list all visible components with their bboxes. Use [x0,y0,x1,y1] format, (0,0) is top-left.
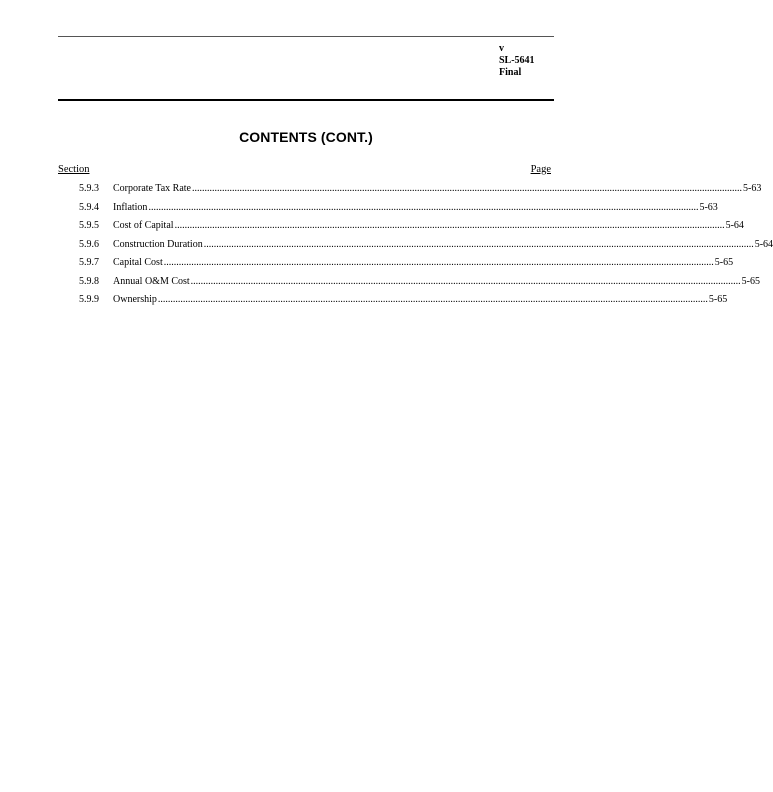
toc-entry-number: 5.9.5 [79,220,99,231]
toc-entry-title: Cost of Capital [113,220,174,231]
toc-leader-dots: ............................................................................................................................................................................................................................ [203,238,754,250]
toc-entry-number: 5.9.3 [79,183,99,194]
toc-entry-page: 5-65 [741,275,761,287]
toc-leader-dots: ............................................................................................................................................................................................................................ [148,201,699,213]
toc-leader-dots: ............................................................................................................................................................................................................................ [157,294,708,305]
toc-entry[interactable] [58,183,762,202]
toc-entry-title: Inflation [113,201,148,213]
toc-entry[interactable] [58,257,734,276]
toc-entry-page: 5-65 [708,294,728,305]
toc-entry-title: Construction Duration [113,238,203,250]
toc-entry-page: 5-63 [699,201,718,213]
header-top-rule [58,36,554,37]
toc-entry[interactable] [58,201,718,221]
document-status: Final [499,67,522,78]
toc-leader-dots: ............................................................................................................................................................................................................................ [190,275,741,287]
toc-leader-dots: ............................................................................................................................................................................................................................ [174,220,725,231]
section-column-header: Section [58,164,90,175]
page-number-roman: v [499,43,504,54]
document-number: SL-5641 [499,55,535,66]
toc-entry-number: 5.9.7 [79,257,99,268]
toc-entry-number: 5.9.6 [79,238,99,250]
toc-entry-page: 5-64 [754,238,773,250]
toc-entry-number: 5.9.9 [79,294,99,305]
table-of-contents [58,183,773,313]
toc-entry-title: Corporate Tax Rate [113,183,191,194]
page-title: CONTENTS (CONT.) [239,129,373,145]
header-bottom-rule [58,99,554,101]
toc-entry[interactable] [58,275,761,295]
toc-entry[interactable] [58,294,728,313]
toc-leader-dots: ............................................................................................................................................................................................................................ [191,183,742,194]
toc-entry[interactable] [58,220,744,239]
toc-entry-number: 5.9.8 [79,275,99,287]
toc-entry-page: 5-63 [742,183,762,194]
document-header [499,43,559,79]
toc-leader-dots: ............................................................................................................................................................................................................................ [163,257,714,268]
toc-entry-number: 5.9.4 [79,201,99,213]
toc-entry-page: 5-64 [725,220,744,231]
toc-entry-title: Annual O&M Cost [113,275,190,287]
toc-entry-title: Ownership [113,294,157,305]
page-column-header: Page [530,164,551,175]
toc-entry[interactable] [58,238,773,258]
toc-entry-page: 5-65 [714,257,734,268]
toc-entry-title: Capital Cost [113,257,163,268]
